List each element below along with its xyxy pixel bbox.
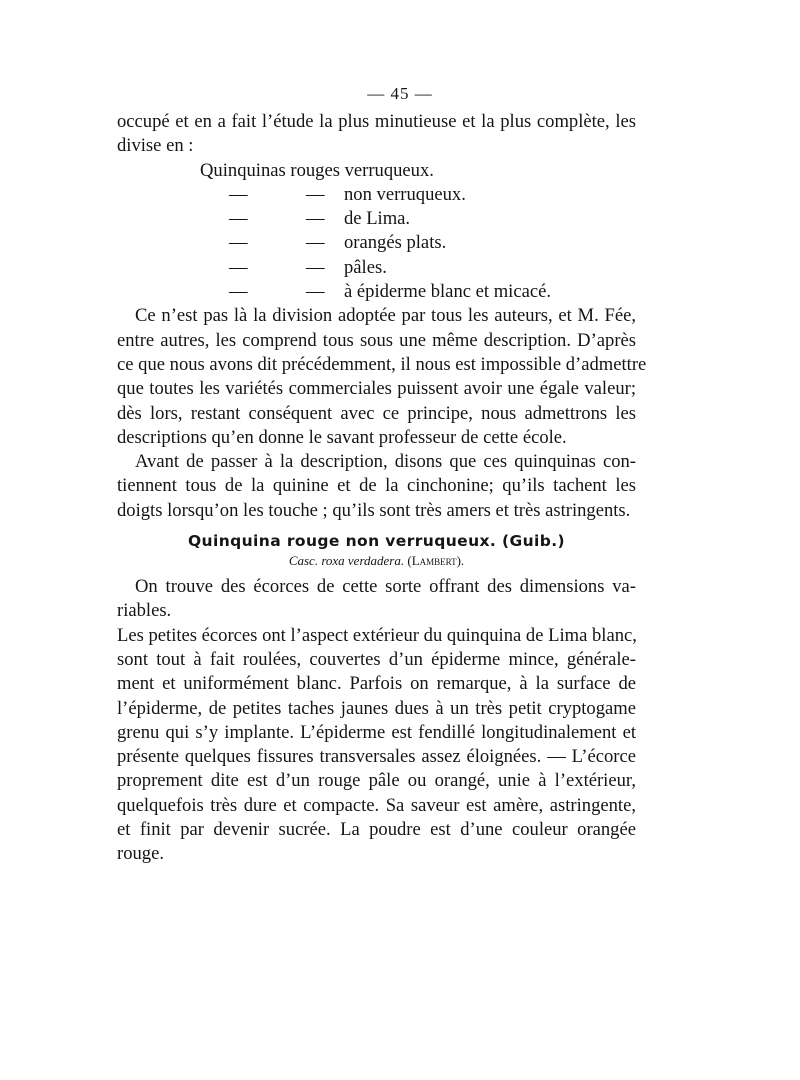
text-line: ce que nous avons dit précédemment, il nous est impossible d’admettre [117,353,647,375]
text-line: Les petites écorces ont l’aspect extérieur du quinquina de Lima blanc, [117,624,637,646]
text-line: que toutes les variétés commerciales puissent avoir une égale valeur; [117,378,636,400]
page-number: — 45 — [367,84,433,103]
dimensions-paragraph [117,575,636,624]
classification-label: à épiderme blanc et micacé. [344,281,551,303]
ditto-dash: — [306,281,325,303]
division-paragraph [117,304,647,450]
section-subheading [117,553,636,569]
text-line: présente quelques fissures transversales assez éloignées. — L’écorce [117,746,636,768]
text-line: Avant de passer à la description, disons que ces quinquinas con- [135,451,636,473]
text-line: dès lors, restant conséquent avec ce principe, nous admettrons les [117,402,636,424]
text-line: et finit par devenir sucrée. La poudre est d’une couleur orangée [117,819,636,841]
text-line: entre autres, les comprend tous sous une même description. D’après [117,329,636,351]
classification-label: pâles. [344,256,387,278]
text-line: grenu qui s’y implante. L’épiderme est fendillé longitudinalement et [117,721,636,743]
ditto-dash: — [229,232,248,254]
text-line: sont tout à fait roulées, couvertes d’un épiderme mince, générale- [117,648,636,670]
ditto-dash: — [306,232,325,254]
text-line: descriptions qu’en donne le savant professeur de cette école. [117,426,567,448]
text-line: tiennent tous de la quinine et de la cinchonine; qu’ils tachent les [117,475,636,497]
text-line: ment et uniformément blanc. Parfois on remarque, à la surface de [117,673,636,695]
author-citation: (Lambert). [407,553,465,569]
classification-first: Quinquinas rouges verruqueux. [200,159,434,181]
classification-list [117,159,636,305]
ditto-dash: — [229,183,248,205]
small-bark-paragraph [117,624,636,867]
classification-label: non verruqueux. [344,183,466,205]
latin-name: Casc. roxa verdadera. [288,553,405,569]
classification-row [117,183,636,207]
classification-row [117,280,636,304]
before-description-paragraph [117,450,636,523]
ditto-dash: — [229,256,248,278]
text-line: On trouve des écorces de cette sorte offrant des dimensions va- [135,576,636,598]
ditto-dash: — [306,256,325,278]
intro-paragraph [117,110,636,159]
ditto-dash: — [229,208,248,230]
ditto-dash: — [229,281,248,303]
classification-label: orangés plats. [344,232,447,254]
text-line: occupé et en a fait l’étude la plus minutieuse et la plus complète, les [117,111,636,132]
classification-row [117,207,636,231]
ditto-dash: — [306,183,325,205]
text-line: l’épiderme, de petites taches jaunes dues à un très petit cryptogame [117,697,636,719]
text-line: Ce n’est pas là la division adoptée par tous les auteurs, et M. Fée, [135,305,636,327]
classification-row [117,159,636,183]
classification-row [117,256,636,280]
text-line: quelquefois très dure et compacte. Sa saveur est amère, astringente, [117,794,636,816]
text-line: doigts lorsqu’on les touche ; qu’ils sont très amers et très astringents. [117,499,631,521]
classification-label: de Lima. [344,208,411,230]
section-heading: Quinquina rouge non verruqueux. (Guib.) [187,532,566,551]
text-line: proprement dite est d’un rouge pâle ou orangé, unie à l’extérieur, [117,770,636,792]
classification-row [117,231,636,255]
page-body [117,110,647,867]
text-line: rouge. [117,843,164,865]
ditto-dash: — [306,208,325,230]
text-line: divise en : [117,135,194,157]
text-line: riables. [117,600,172,622]
